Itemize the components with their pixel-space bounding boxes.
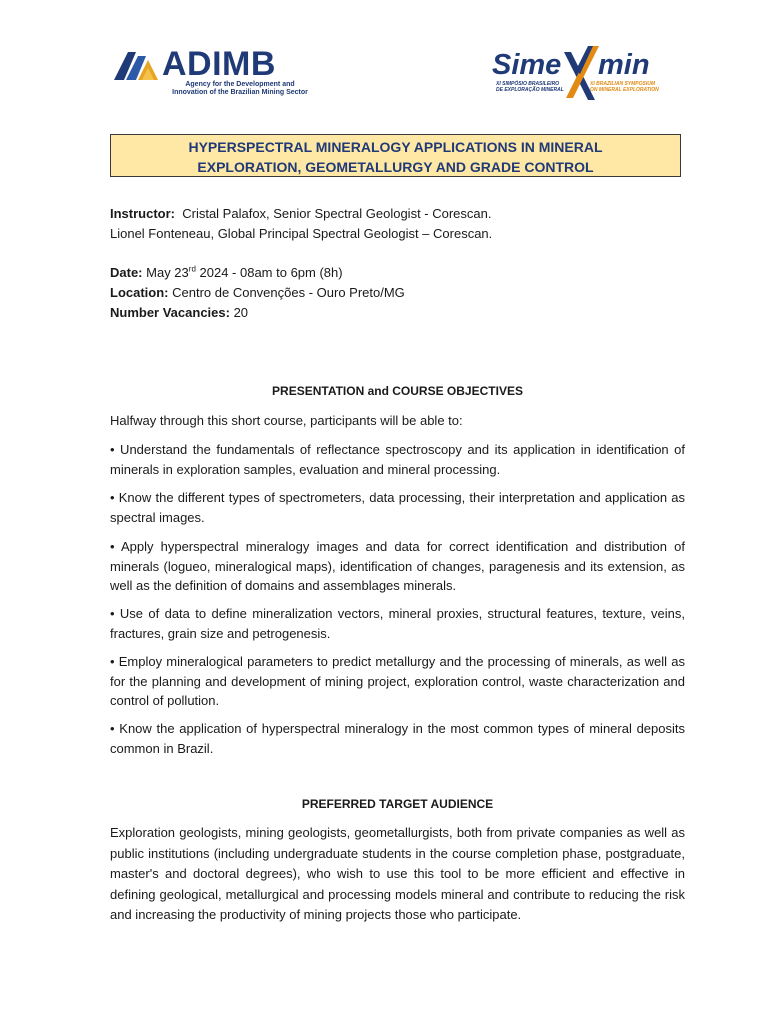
adimb-mountain-icon <box>112 48 160 82</box>
date-suffix-sup: rd <box>188 264 196 274</box>
event-details <box>110 263 685 323</box>
objective-item-5: • Employ mineralogical parameters to predict metallurgy and the processing of minerals, as well as for the planning and development of mining project, exploration control, waste characterization and control of pollution. <box>110 654 685 708</box>
instructor-block <box>110 204 685 244</box>
simexmin-x-icon <box>492 40 692 104</box>
simexmin-subtitle-en: XI BRAZILIAN SYMPOSIUM ON MINERAL EXPLORATION <box>590 81 659 93</box>
vacancies-value: 20 <box>233 305 249 320</box>
simexmin-logo <box>492 40 692 104</box>
simexmin-wordmark-left: Sime <box>492 49 562 81</box>
instructor-1: Cristal Palafox, Senior Spectral Geologist - Corescan. <box>182 206 492 221</box>
audience-heading: PREFERRED TARGET AUDIENCE <box>301 797 494 811</box>
course-title-line-2: EXPLORATION, GEOMETALLURGY AND GRADE CONTROL <box>197 159 594 175</box>
objectives-intro: Halfway through this short course, participants will be able to: <box>110 413 463 428</box>
objective-item-4: • Use of data to define mineralization vectors, mineral proxies, structural features, texture, veins, fractures, grain size and petrogenesis. <box>110 606 685 641</box>
location-label: Location: <box>110 285 169 300</box>
date-suffix: 2024 - 08am to 6pm (8h) <box>195 265 343 280</box>
date-prefix: May 23 <box>146 265 189 280</box>
objectives-heading: PRESENTATION and COURSE OBJECTIVES <box>272 384 523 398</box>
course-title-box <box>110 134 681 177</box>
adimb-wordmark: ADIMB <box>162 45 276 83</box>
course-title-line-1: HYPERSPECTRAL MINERALOGY APPLICATIONS IN MINERAL <box>188 139 603 155</box>
audience-text: Exploration geologists, mining geologists, geometallurgists, both from private companies as well as public institutions (including undergraduate students in the course completion phase, postgraduate, master's and doctoral degrees), who wish to use this tool to be more efficient and effective in defining geological, metallurgical and processing models mineral and contribute to reducing the risk and increasing the productivity of mining projects those who participate. <box>110 825 685 922</box>
objective-item-3: • Apply hyperspectral mineralogy images and data for correct identification and distribution of minerals (logueo, mineralogical maps), identification of changes, paragenesis and its extension, as well as the definition of domains and assemblages minerals. <box>110 539 685 593</box>
objective-item-1: • Understand the fundamentals of reflectance spectroscopy and its application in identification of minerals in exploration samples, evaluation and mineral processing. <box>110 442 685 477</box>
objective-item-6: • Know the application of hyperspectral mineralogy in the most common types of mineral deposits common in Brazil. <box>110 721 685 756</box>
location-value: Centro de Convenções - Ouro Preto/MG <box>172 285 405 300</box>
simexmin-subtitle-pt: XI SIMPÓSIO BRASILEIRO DE EXPLORAÇÃO MINERAL <box>496 81 564 93</box>
vacancies-label: Number Vacancies: <box>110 305 230 320</box>
objective-item-2: • Know the different types of spectrometers, data processing, their interpretation and application as spectral images. <box>110 490 685 525</box>
simexmin-wordmark-right: min <box>598 49 650 81</box>
adimb-tagline: Agency for the Development and Innovation of the Brazilian Mining Sector <box>172 81 308 96</box>
adimb-logo <box>112 44 322 100</box>
date-label: Date: <box>110 265 143 280</box>
instructor-label: Instructor: <box>110 206 175 221</box>
instructor-2: Lionel Fonteneau, Global Principal Spectral Geologist – Corescan. <box>110 226 493 241</box>
